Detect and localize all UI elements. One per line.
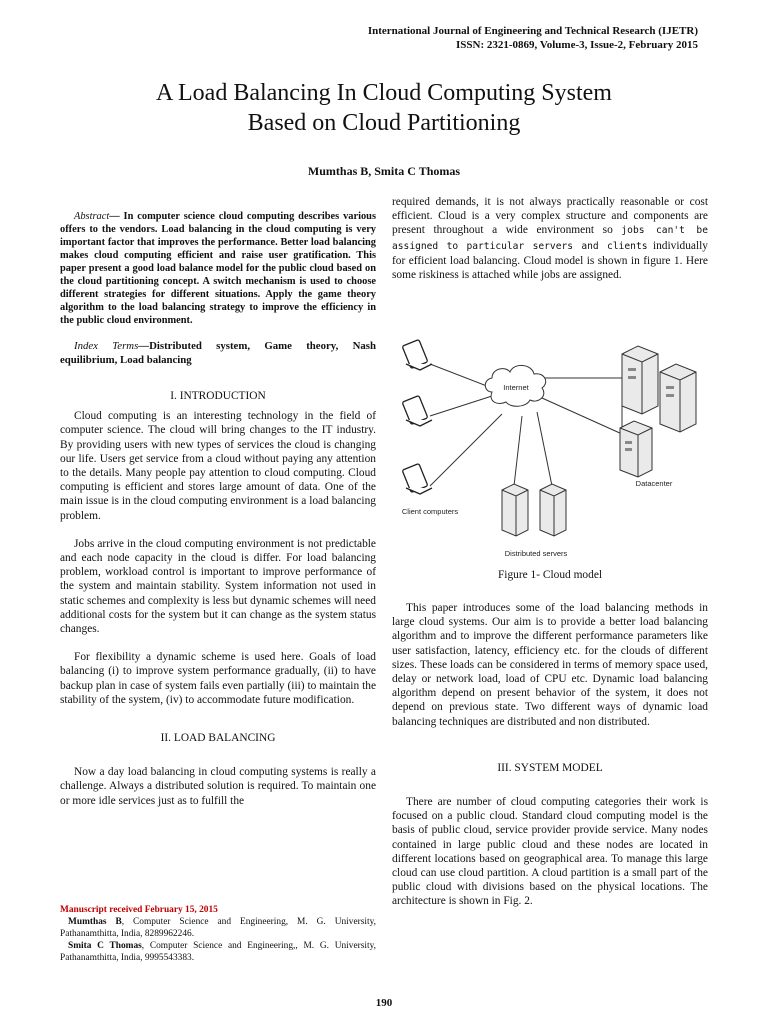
author-note-2: Smita C Thomas, Computer Science and Engineering,, M. G. University, Pathanamthitta, India, 9995543383.	[60, 941, 377, 963]
continued-text-mono: jobs can't be assigned to particular servers and clients	[392, 225, 708, 252]
section-heading-introduction: I. INTRODUCTION	[170, 390, 266, 402]
author-note-1: Mumthas B, Computer Science and Engineering, M. G. University, Pathanamthitta, India, 8289962246.	[60, 917, 377, 939]
server-icon	[660, 364, 696, 432]
abstract-text: — In computer science cloud computing describes various offers to the vendors. Load balancing in the cloud computing is very important factor that improves the performance. Better load balancing makes cloud computing efficient and raise user gratification. This paper present a good load balance model for the public cloud based on the cloud partitioning concept. A switch mechanism is used to choose different strategies for different situations. Apply the game theory algorithm to the load balancing strategy to improve the efficiency in the public cloud environment.	[60, 211, 376, 326]
right-column-bottom	[392, 601, 708, 909]
journal-issn: ISSN: 2321-0869, Volume-3, Issue-2, February 2015	[455, 39, 698, 51]
intro-paragraph-2: Jobs arrive in the cloud computing environment is not predictable and each node capacity in the cloud is differ. For load balancing problem, workload control is important to improve performance of the system and maintain stability. System information not used in static schemes and complexity is less but dynamic schemes will need additional costs for the system but it can change as the system status changes.	[60, 537, 376, 636]
manuscript-received: Manuscript received February 15, 2015	[60, 905, 218, 915]
left-column	[60, 210, 376, 808]
figure-caption: Figure 1- Cloud model	[497, 569, 603, 581]
section-heading-system-model: III. SYSTEM MODEL	[497, 761, 603, 774]
authors: Mumthas B, Smita C Thomas	[307, 164, 461, 178]
section-heading-load-balancing: II. LOAD BALANCING	[160, 732, 276, 745]
server-icon	[502, 484, 528, 536]
continued-text-b: individually for efficient load balancing. Cloud model is shown in figure 1. Here some riskiness is attached while jobs are assigned.	[392, 239, 708, 282]
footnote	[60, 904, 376, 964]
datacenter-label: Datacenter	[635, 479, 673, 488]
internet-label: Internet	[503, 383, 529, 392]
server-icon	[620, 421, 652, 477]
paper-title: A Load Balancing In Cloud Computing System Based on Cloud Partitioning	[156, 80, 612, 136]
methods-paragraph: This paper introduces some of the load balancing methods in large cloud systems. Our aim is to provide a better load balancing algorithm and to improve the different performance parameters like user satisfaction, latency, efficiency etc. for the clouds of different sizes. These loads can be considered in terms of memory space used, delay or network load, load of CPU etc. Dynamic load balancing algorithm depend on present behavior of the system, it does not depend on previous state. Two different ways of dynamic load balancing techniques are distributed and non distributed.	[392, 602, 708, 728]
laptop-icon	[402, 396, 432, 426]
server-icon	[622, 346, 658, 414]
laptop-icon	[402, 340, 432, 370]
right-column-top	[392, 195, 708, 282]
intro-paragraph-1: Cloud computing is an interesting technology in the field of computer science. The cloud will bring changes to the IT industry. By providing users with new types of services the cloud is changing our life. Users get service from a cloud without paying any attention to the details. Many people pay attention to cloud computing. Cloud computing is efficient and stores large amount of data. One of the main issue is in the cloud computing environment is a load balancing problem.	[60, 410, 376, 522]
laptop-icon	[402, 464, 432, 494]
continued-text-a: required demands, it is not always practically reasonable or cost efficient. Cloud is a very complex structure and components are present throughout a wide environment so	[392, 196, 708, 237]
figure-cloud-model	[392, 306, 708, 568]
system-model-paragraph-1: There are number of cloud computing categories their work is focused on a public cloud. Standard cloud computing model is the basis of public cloud, service provider provide service. Many nodes contained in large public cloud and these nodes are located in different locations based on geographical area. To manage this large cloud can use cloud partition. A cloud partition is a small part of the public cloud with divisions based on the physical locations. The architecture is shown in Fig. 2.	[392, 796, 708, 908]
journal-header	[368, 24, 698, 52]
abstract-label: Abstract	[74, 211, 110, 222]
abstract	[60, 210, 376, 327]
server-icon	[540, 484, 566, 536]
index-terms-label: Index Terms	[74, 340, 139, 352]
distributed-servers	[502, 484, 566, 536]
intro-paragraph-3: For flexibility a dynamic scheme is used here. Goals of load balancing (i) to improve system performance gradually, (ii) to have backup plan in case of system fails even partially (iii) to maintain the stability of the system, (iv) to accommodate future modification.	[60, 651, 376, 706]
internet-cloud-icon	[485, 365, 545, 406]
index-terms-text: —Distributed system, Game theory, Nash equilibrium, Load balancing	[60, 340, 376, 366]
journal-name: International Journal of Engineering and Technical Research (IJETR)	[367, 25, 698, 37]
index-terms	[60, 339, 376, 367]
datacenter-servers	[620, 346, 696, 477]
client-laptops	[402, 340, 432, 494]
load-balancing-paragraph-1: Now a day load balancing in cloud computing systems is really a challenge. Always a distributed solution is required. To maintain one or more idle services just as to fulfill the	[60, 766, 376, 807]
page-number: 190	[375, 997, 393, 1009]
client-computers-label: Client computers	[401, 507, 459, 516]
distributed-servers-label: Distributed servers	[504, 549, 568, 558]
